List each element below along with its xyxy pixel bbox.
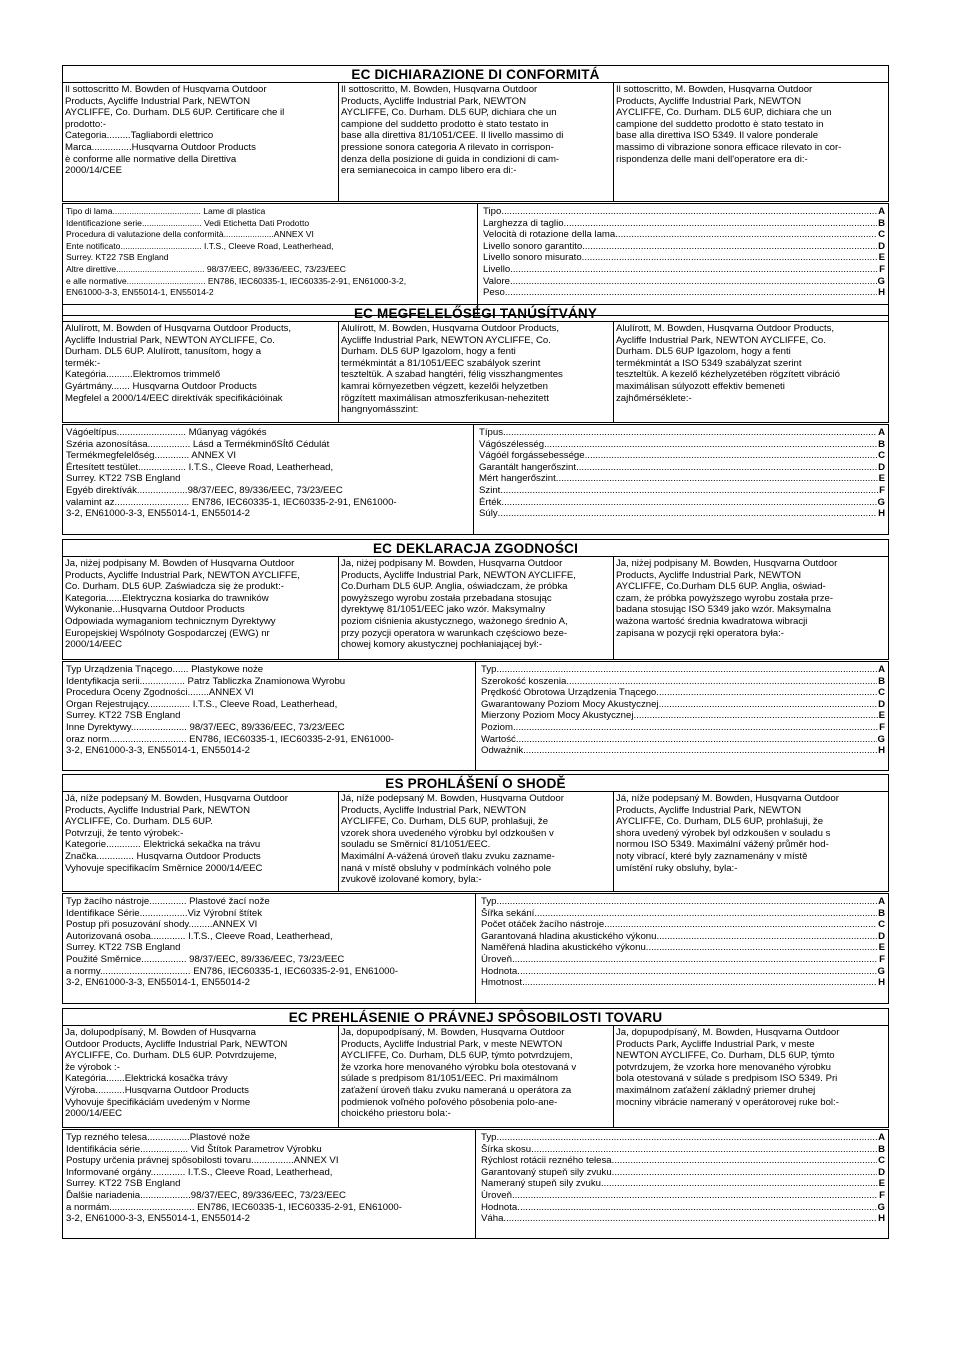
parameter-code: F <box>879 1189 885 1201</box>
section-title: EC PREHLÁSENIE O PRÁVNEJ SPÔSOBILOSTI TOVARU <box>62 1008 889 1026</box>
parameter-list <box>473 425 888 534</box>
parameter-code: C <box>878 687 885 699</box>
dot-leader <box>564 218 878 230</box>
parameter-label: Typ <box>481 896 497 907</box>
section-czech <box>62 774 889 1004</box>
parameter-row <box>481 699 885 711</box>
dot-leader <box>615 229 877 241</box>
dot-leader <box>496 896 877 908</box>
dot-leader <box>659 699 878 711</box>
parameter-row <box>481 1132 885 1144</box>
parameter-code: B <box>878 907 885 919</box>
parameter-code: F <box>879 484 885 496</box>
parameter-row <box>483 276 885 288</box>
declaration-columns <box>62 83 889 202</box>
parameter-row <box>483 218 885 230</box>
parameter-label: Típus <box>479 427 503 438</box>
conformity-declaration-text: Alulírott, M. Bowden of Husqvarna Outdoor Products, Aycliffe Industrial Park, NEWTON AYCLIFFE, Co. Durham. DL5 6UP. Alulírott, tanusítom, hogy a termék:- Kategória..........Elektromos trimmelő Gyártmány....... Husqvarna Outdoor Products Megfelel a 2000/14/EEC direktívák specifikációinak <box>65 323 292 404</box>
parameter-label: Velocità di rotazione della lama <box>483 229 616 241</box>
parameter-row <box>481 664 885 676</box>
parameter-code: B <box>878 217 885 229</box>
dot-leader <box>633 710 877 722</box>
dot-leader <box>517 1202 876 1214</box>
parameter-row <box>483 206 885 218</box>
parameter-row <box>481 1155 885 1167</box>
dot-leader <box>496 1132 877 1144</box>
parameter-row <box>481 896 885 908</box>
dot-leader <box>656 931 877 943</box>
parameter-row <box>481 942 885 954</box>
parameter-label: Garantovaný stupeň sily zvuku <box>481 1166 612 1178</box>
section-title: EC DICHIARAZIONE DI CONFORMITÁ <box>62 65 889 83</box>
parameter-code: F <box>879 721 885 733</box>
parameter-code: G <box>877 965 885 977</box>
parameter-label: Szint <box>479 484 501 496</box>
parameter-row <box>479 485 885 497</box>
section-title: EC DEKLARACJA ZGODNOŚCI <box>62 539 889 557</box>
parameter-label: Wartość <box>481 733 516 745</box>
parameter-code: F <box>879 953 885 965</box>
parameter-row <box>479 439 885 451</box>
parameter-code: B <box>878 1143 885 1155</box>
parameter-label: Rýchlost rotácii rezného telesa <box>481 1155 612 1167</box>
section-italian <box>62 65 889 316</box>
parameter-label: Hodnota <box>481 1201 518 1213</box>
parameter-code: G <box>877 275 885 287</box>
parameter-row <box>481 977 885 989</box>
parameter-label: Garantovaná hladina akustického výkonu <box>481 930 657 942</box>
product-details-text: Vágóeltípus.......................... Műanyag vágókés Széria azonosítása................ Lásd a TermékminőSÍtő Cédulát Termékmegfelelőség............. ANNEX VI Értesített testület.................. I.T.S., Cleeve Road, Leatherhead, Surrey. KT22 7SB England Egyéb direktívák...................98/37/EEC, 89/336/EEC, 73/23/EEC valamint az............................ EN786, IEC60335-1, IEC60335-2-91, EN61000- 3-2, EN61000-3-3, EN55014-1, EN55014-2 <box>66 427 397 520</box>
conformity-declaration-text: Ja, niżej podpisany M. Bowden of Husqvarna Outdoor Products, Aycliffe Industrial Park, NEWTON AYCLIFFE, Co. Durham. DL5 6UP. Zaświadcza się że produkt:- Kategoria......Elektryczna kosiarka do trawników Wykonanie...Husqvarna Outdoor Products Odpowiada wymaganiom technicznym Dyrektywy Europejskiej Wspólnoty Gospodarczej (EWG) nr 2000/14/EEC <box>65 558 300 651</box>
parameter-row <box>481 931 885 943</box>
parameter-label: Larghezza di taglio <box>483 217 564 229</box>
parameter-row <box>481 1202 885 1214</box>
parameter-list <box>475 1130 888 1238</box>
product-details-box <box>62 424 889 535</box>
parameter-label: Livello sonoro garantito <box>483 240 583 252</box>
parameter-label: Gwarantowany Poziom Mocy Akustycznej <box>481 698 659 710</box>
dot-leader <box>505 287 877 299</box>
parameter-code: D <box>878 461 885 473</box>
dot-leader <box>604 919 877 931</box>
dot-leader <box>531 1144 877 1156</box>
parameter-code: B <box>878 675 885 687</box>
parameter-row <box>481 1178 885 1190</box>
section-title: ES PROHLÁŠENÍ O SHODĚ <box>62 774 889 792</box>
parameter-label: Úroveň <box>481 953 512 965</box>
noise-declaration-text: Il sottoscritto, M. Bowden, Husqvarna Outdoor Products, Aycliffe Industrial Park, NEWTON AYCLIFFE, Co. Durham. DL5 6UP, dichiara che un campione del suddetto prodotto è stato testato in base alla direttiva 81/1051/CEE. Il livello massimo di pressione sonora categoria A rilevato in corrispon- denza della posizione di guida in condizioni di cam- era semianecoica in campo libero era di:- <box>338 83 613 201</box>
product-details-box <box>62 203 889 316</box>
parameter-code: H <box>878 508 885 520</box>
parameter-code: C <box>878 919 885 931</box>
vibration-declaration-text: Ja, dopupodpísaný, M. Bowden, Husqvarna Outdoor Products Park, Aycliffe Industrial Park, v meste NEWTON AYCLIFFE, Co. Durham, DL5 6UP, týmto potvrdzujem, že vzorka hore menovaného výrobku bola otestovaná v súlade s predpisom ISO 5349. Pri maximálnom zaťažení základný priemer druhej mocniny vibrácie nameraný v operátorovej ruke bol:- <box>613 1026 888 1127</box>
parameter-label: Súly <box>479 508 498 520</box>
parameter-label: Valore <box>483 275 511 287</box>
parameter-label: Vágóél forgássebessége <box>479 450 585 462</box>
parameter-label: Typ <box>481 1132 497 1143</box>
parameter-row <box>481 1190 885 1202</box>
parameter-label: Šířka sekání <box>481 907 535 919</box>
section-title: EC MEGFELELŐSÉGI TANÚSÍTVÁNY <box>62 304 889 322</box>
dot-leader <box>646 942 878 954</box>
dot-leader <box>503 1213 877 1225</box>
dot-leader <box>534 908 877 920</box>
parameter-row <box>479 427 885 439</box>
parameter-code: H <box>878 977 885 989</box>
conformity-declaration-text: Já, níže podepsaný M. Bowden, Husqvarna Outdoor Products, Aycliffe Industrial Park, NEWTON AYCLIFFE, Co. Durham. DL5 6UP. Potvrzuji, že tento výrobek:- Kategorie............. Elektrická sekačka na trávu Značka.............. Husqvarna Outdoor Products Vyhovuje specifikacím Směrnice 2000/14/EEC <box>65 793 288 874</box>
parameter-row <box>481 908 885 920</box>
parameter-list <box>477 204 888 315</box>
dot-leader <box>612 1155 877 1167</box>
dot-leader <box>601 1178 878 1190</box>
dot-leader <box>544 439 877 451</box>
parameter-label: Úroveň <box>481 1189 512 1201</box>
parameter-code: E <box>878 710 885 722</box>
parameter-row <box>479 497 885 509</box>
parameter-code: D <box>878 698 885 710</box>
parameter-row <box>481 722 885 734</box>
section-hungarian <box>62 304 889 535</box>
parameter-code: D <box>878 930 885 942</box>
dot-leader <box>566 676 877 688</box>
parameter-label: Livello sonoro misurato <box>483 252 582 264</box>
parameter-label: Peso <box>483 287 505 299</box>
dot-leader <box>500 485 878 497</box>
parameter-row <box>481 1167 885 1179</box>
parameter-list <box>475 662 888 770</box>
parameter-code: A <box>878 427 885 438</box>
dot-leader <box>510 264 878 276</box>
dot-leader <box>523 745 877 757</box>
dot-leader <box>656 687 877 699</box>
parameter-label: Počet otáček žacího nástroje <box>481 919 605 931</box>
dot-leader <box>512 954 878 966</box>
parameter-label: Szerokość koszenia <box>481 675 567 687</box>
product-details-text: Tipo di lama..................................... Lame di plastica Identificazione serie......................... Vedi Etichetta Dati Prodotto Procedura di valutazione della conformità.....................ANNEX VI Ente notificato.................................. I.T.S., Cleeve Road, Leatherhead, Surrey. KT22 7SB England Altre direttive..................................... 98/37/EEC, 89/336/EEC, 73/23/EEC e alle normative................................. EN786, IEC60335-1, IEC60335-2-91, EN61000-3-2, EN61000-3-3, EN55014-1, EN55014-2 <box>66 206 407 298</box>
parameter-code: D <box>878 1166 885 1178</box>
parameter-code: H <box>878 1213 885 1225</box>
parameter-label: Mért hangerőszint <box>479 473 556 485</box>
parameter-row <box>479 462 885 474</box>
product-details-text: Typ žacího nástroje.............. Plastové žací nože Identifikace Série..................Viz Výrobní štítek Postup při posuzování shody.........ANNEX VI Autorizovaná osoba............. I.T.S., Cleeve Road, Leatherhead, Surrey. KT22 7SB England Použité Směrnice................. 98/37/EEC, 89/336/EEC, 73/23/EEC a normy.................................. EN786, IEC60335-1, IEC60335-2-91, EN61000- 3-2, EN61000-3-3, EN55014-1, EN55014-2 <box>66 896 399 989</box>
declaration-columns <box>62 557 889 660</box>
dot-leader <box>582 252 878 264</box>
parameter-row <box>483 241 885 253</box>
parameter-label: Garantált hangerőszint <box>479 461 577 473</box>
parameter-label: Nameraný stupeň sily zvuku <box>481 1178 601 1190</box>
product-details-text: Typ Urządzenia Tnącego...... Plastykowe noże Identyfikacja serii................. Patrz Tabliczka Znamionowa Wyrobu Procedura Oceny Zgodności........ANNEX VI Organ Rejestrujący................ I.T.S., Cleeve Road, Leatherhead, Surrey. KT22 7SB England Inne Dyrektywy..................... 98/37/EEC, 89/336/EEC, 73/23/EEC oraz norm............................. EN786, IEC60335-1, IEC60335-2-91, EN61000- 3-2, EN61000-3-3, EN55014-1, EN55014-2 <box>66 664 394 757</box>
parameter-label: Prędkość Obrotowa Urządzenia Tnącego <box>481 687 657 699</box>
parameter-code: A <box>878 664 885 675</box>
parameter-label: Naměřená hladina akustického výkonu <box>481 942 646 954</box>
parameter-code: E <box>878 473 885 485</box>
parameter-code: G <box>877 733 885 745</box>
vibration-declaration-text: Il sottoscritto, M. Bowden, Husqvarna Outdoor Products, Aycliffe Industrial Park, NEWTON AYCLIFFE, Co. Durham. DL5 6UP, dichiara che un campione del suddetto prodotto è stato testato in base alla direttiva ISO 5349. Il valore ponderale massimo di vibrazione sonora efficace rilevato in cor- rispondenza delle mani dell'operatore era di:- <box>613 83 888 201</box>
dot-leader <box>516 734 877 746</box>
section-polish <box>62 539 889 771</box>
parameter-label: Šírka skosu <box>481 1143 532 1155</box>
parameter-row <box>479 508 885 520</box>
dot-leader <box>513 722 878 734</box>
parameter-row <box>479 450 885 462</box>
parameter-row <box>483 264 885 276</box>
parameter-label: Tipo <box>483 206 502 217</box>
parameter-row <box>481 734 885 746</box>
parameter-code: H <box>878 287 885 299</box>
parameter-code: E <box>878 1178 885 1190</box>
parameter-code: G <box>877 496 885 508</box>
parameter-label: Hmotnost <box>481 977 523 989</box>
parameter-row <box>481 954 885 966</box>
parameter-row <box>483 252 885 264</box>
dot-leader <box>503 427 877 439</box>
parameter-list <box>475 894 888 1003</box>
dot-leader <box>612 1167 877 1179</box>
product-details-box <box>62 893 889 1004</box>
noise-declaration-text: Já, níže podepsaný M. Bowden, Husqvarna Outdoor Products, Aycliffe Industrial Park, NEWTON AYCLIFFE, Co. Durham, DL5 6UP, prohlašuji, že vzorek shora uvedeného výrobku byl odzkoušen v souladu se Směrnicí 81/1051/EEC. Maximální A-vážená úroveň tlaku zvuku zazname- naná v místě obsluhy v podmínkách volného pole zvukově izolované komory, byla:- <box>338 792 613 891</box>
dot-leader <box>582 241 877 253</box>
parameter-code: A <box>878 896 885 907</box>
parameter-row <box>481 676 885 688</box>
declaration-columns <box>62 322 889 423</box>
parameter-code: G <box>877 1201 885 1213</box>
parameter-row <box>483 229 885 241</box>
parameter-code: C <box>878 1155 885 1167</box>
parameter-label: Livello <box>483 263 511 275</box>
product-details-box <box>62 661 889 771</box>
declaration-columns <box>62 1026 889 1128</box>
parameter-row <box>481 1213 885 1225</box>
parameter-code: F <box>879 263 885 275</box>
dot-leader <box>498 508 877 520</box>
vibration-declaration-text: Ja, niżej podpisany M. Bowden, Husqvarna Outdoor Products, Aycliffe Industrial Park, NEWTON AYCLIFFE, Co.Durham DL5 6UP. Anglia, oświad- czam, że próbka powyższego wyrobu została prze- badana stosując ISO 5349 jako wzór. Maksymalna ważona wartość średnia kwadratowa wibracji zapisana w pozycji ręki operatora była:- <box>613 557 888 659</box>
parameter-row <box>481 710 885 722</box>
vibration-declaration-text: Já, níže podepsaný M. Bowden, Husqvarna Outdoor Products, Aycliffe Industrial Park, NEWTON AYCLIFFE, Co. Durham, DL5 6UP, prohlašuji, že shora uvedený výrobek byl odzkoušen v souladu s normou ISO 5349. Maximální vážený průměr hod- noty vibrací, které byly zaznamenány v místě umístění ruky obsluhy, byla:- <box>613 792 888 891</box>
parameter-row <box>483 287 885 299</box>
parameter-label: Vágószélesség <box>479 438 545 450</box>
declaration-columns <box>62 792 889 892</box>
noise-declaration-text: Ja, niżej podpisany M. Bowden, Husqvarna Outdoor Products, Aycliffe Industrial Park, NEWTON AYCLIFFE, Co.Durham DL5 6UP. Anglia, oświadczam, że próbka powyższego wyrobu została przebadana stosując dyrektywę 81/1051/EEC jako wzór. Maksymalny poziom ciśnienia akustycznego, ważonego średnio A, przy pozycji operatora w warunkach częściowo beze- chowej komory akustycznej pochłaniającej był:- <box>338 557 613 659</box>
dot-leader <box>585 450 877 462</box>
parameter-label: Hodnota <box>481 965 518 977</box>
parameter-label: Poziom <box>481 721 513 733</box>
vibration-declaration-text: Alulírott, M. Bowden, Husqvarna Outdoor Products, Aycliffe Industrial Park, NEWTON AYCLIFFE, Co. Durham. DL5 6UP Igazolom, hogy a fenti termékmintát a ISO 5349 szabályzat szerint teszteltük. A kezelő kézhelyzetében rögzített vibráció maximálisan súlyozott effektiv bemeneti zajhőmérséklete:- <box>613 322 888 422</box>
parameter-code: E <box>878 942 885 954</box>
parameter-code: D <box>878 240 885 252</box>
parameter-label: Odważnik <box>481 745 524 757</box>
dot-leader <box>512 1190 878 1202</box>
parameter-row <box>481 919 885 931</box>
parameter-code: B <box>878 438 885 450</box>
parameter-code: A <box>878 1132 885 1143</box>
section-slovak <box>62 1008 889 1239</box>
dot-leader <box>501 206 877 218</box>
parameter-code: H <box>878 745 885 757</box>
conformity-declaration-text: Il sottoscritto M. Bowden of Husqvarna Outdoor Products, Aycliffe Industrial Park, NEWTON AYCLIFFE, Co. Durham. DL5 6UP. Certificare che il prodotto:- Categoria.........Tagliabordi elettrico Marca...............Husqvarna Outdoor Products è conforme alle normative della Direttiva 2000/14/CEE <box>65 84 285 177</box>
parameter-row <box>479 473 885 485</box>
parameter-row <box>481 687 885 699</box>
noise-declaration-text: Alulírott, M. Bowden, Husqvarna Outdoor Products, Aycliffe Industrial Park, NEWTON AYCLIFFE, Co. Durham. DL5 6UP Igazolom, hogy a fenti termékmintát a 81/1051/EEC szabályok szerint teszteltük. A szabad hangtéri, félig visszhangmentes kamrai környezetben végzett, kezelői helyzetben rögzített maximálisan atmoszferikusan-nehezitett hangnyomásszint: <box>338 322 613 422</box>
dot-leader <box>517 966 876 978</box>
conformity-declaration-text: Ja, dolupodpísaný, M. Bowden of Husqvarna Outdoor Products, Aycliffe Industrial Park, NEWTON AYCLIFFE, Co. Durham. DL5 6UP. Potvrdzujeme, že výrobok :- Kategória.......Elektrická kosačka trávy Výroba...........Husqvarna Outdoor Products Vyhovuje špecifikáciám uvedeným v Norme 2000/14/EEC <box>65 1027 288 1120</box>
parameter-label: Mierzony Poziom Mocy Akustycznej <box>481 710 634 722</box>
parameter-label: Typ <box>481 664 497 675</box>
dot-leader <box>522 977 877 989</box>
parameter-row <box>481 966 885 978</box>
parameter-code: C <box>878 450 885 462</box>
product-details-text: Typ rezného telesa................Plastové nože Identifikácia série.................. Vid Štítok Parametrov Výrobku Postupy určenia právnej spôsobilosti tovaru................ANNEX VI Informované orgány............. I.T.S., Cleeve Road, Leatherhead, Surrey. KT22 7SB England Ďalšie nariadenia...................98/37/EEC, 89/336/EEC, 73/23/EEC a normám................................ EN786, IEC60335-1, IEC60335-2-91, EN61000- 3-2, EN61000-3-3, EN55014-1, EN55014-2 <box>66 1132 402 1225</box>
dot-leader <box>576 462 877 474</box>
parameter-row <box>481 745 885 757</box>
parameter-code: E <box>878 252 885 264</box>
dot-leader <box>501 497 876 509</box>
product-details-box <box>62 1129 889 1239</box>
parameter-code: A <box>878 206 885 217</box>
dot-leader <box>556 473 878 485</box>
dot-leader <box>496 664 877 676</box>
parameter-code: C <box>878 229 885 241</box>
dot-leader <box>510 276 877 288</box>
parameter-row <box>481 1144 885 1156</box>
parameter-label: Váha <box>481 1213 504 1225</box>
parameter-label: Érték <box>479 496 502 508</box>
noise-declaration-text: Ja, dopupodpísaný, M. Bowden, Husqvarna Outdoor Products, Aycliffe Industrial Park, v meste NEWTON AYCLIFFE, Co. Durham, DL5 6UP, týmto potvrdzujem, že vzorka hore menovaného výrobku bola otestovaná v súlade s predpisom 81/1051/EEC. Pri maximálnom zaťažení úroveň tlaku zvuku nameraná u operátora za podmienok voľného poľového pôsobenia polo-ane- choického priestoru bola:- <box>338 1026 613 1127</box>
